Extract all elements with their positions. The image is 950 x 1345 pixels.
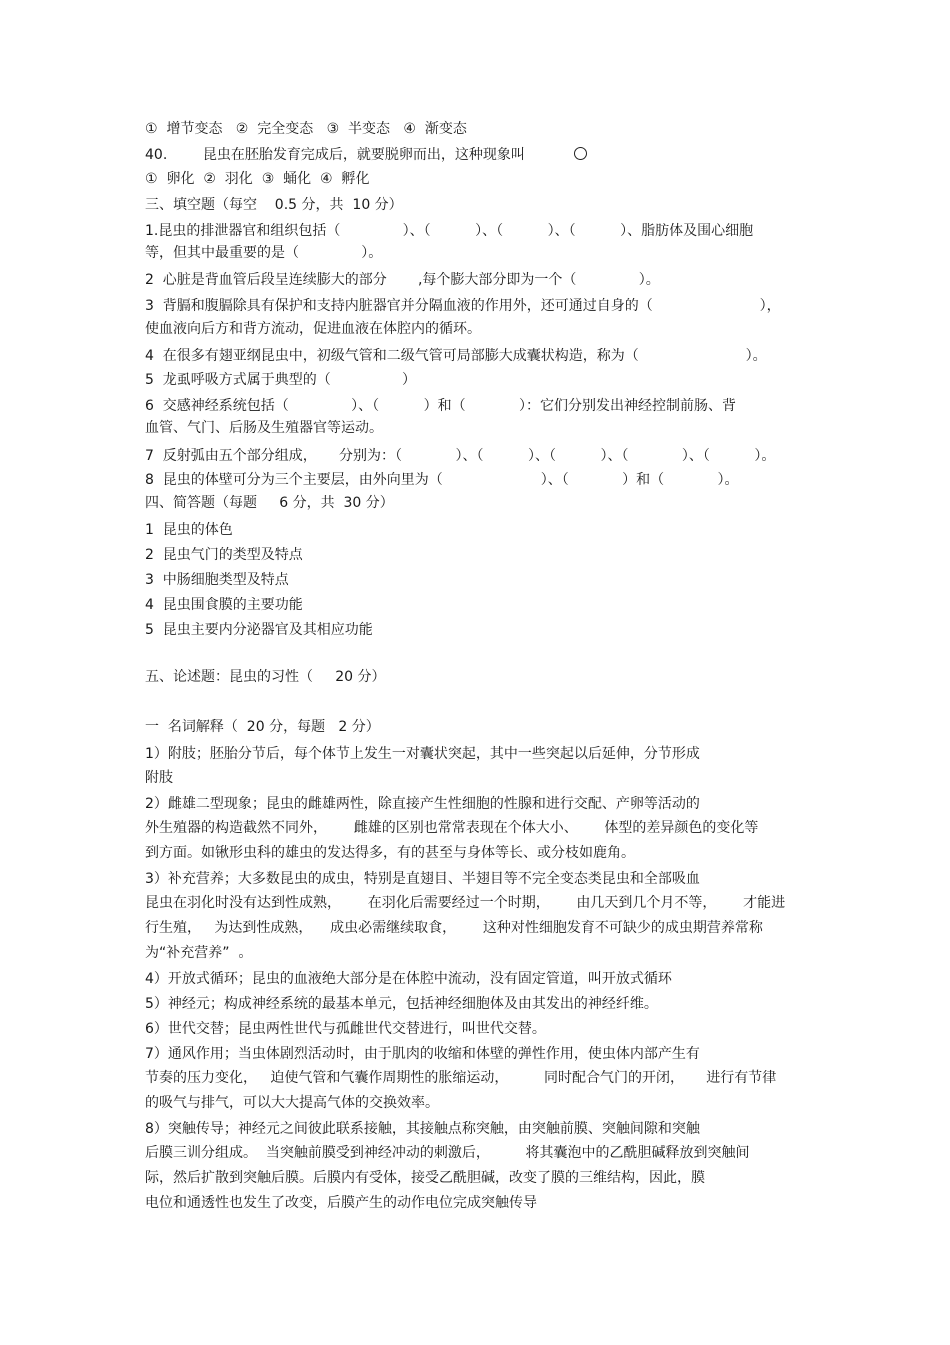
answer-3-line-3: 行生殖， 为达到性成熟， 成虫必需继续取食， 这种对性细胞发育不可缺少的成虫期营养常称	[145, 920, 763, 936]
question-40	[145, 146, 587, 164]
section-5-title: 五、论述题：昆虫的习性（ 20 分）	[145, 669, 386, 685]
short-answer-2: 2 昆虫气门的类型及特点	[145, 547, 303, 563]
short-answer-1: 1 昆虫的体色	[145, 522, 233, 538]
q39-options: ① 增节变态 ② 完全变态 ③ 半变态 ④ 渐变态	[145, 121, 467, 137]
answer-5: 5）神经元；构成神经系统的最基本单元，包括神经细胞体及由其发出的神经纤维。	[145, 996, 658, 1012]
short-answer-4: 4 昆虫围食膜的主要功能	[145, 597, 303, 613]
answer-3-line-4: 为“补充营养” 。	[145, 945, 253, 961]
q40-options: ① 卵化 ② 羽化 ③ 蛹化 ④ 孵化	[145, 171, 370, 187]
answer-2-line-1: 2）雌雄二型现象；昆虫的雌雄两性，除直接产生性细胞的性腺和进行交配、产卵等活动的	[145, 796, 700, 812]
answer-2-line-3: 到方面。如锹形虫科的雄虫的发达得多，有的甚至与身体等长、或分枝如鹿角。	[145, 845, 635, 861]
answer-7-line-1: 7）通风作用；当虫体剧烈活动时，由于肌肉的收缩和体壁的弹性作用，使虫体内部产生有	[145, 1046, 700, 1062]
answer-8-line-2: 后膜三训分组成。 当突触前膜受到神经冲动的刺激后， 将其囊泡中的乙酰胆碱释放到突触间	[145, 1145, 750, 1161]
short-answer-5: 5 昆虫主要内分泌器官及其相应功能	[145, 622, 373, 638]
fill-7: 7 反射弧由五个部分组成， 分别为：（ ）、（ ）、（ ）、（ ）、（ ）。	[145, 448, 776, 464]
fill-3-line-2: 使血液向后方和背方流动，促进血液在体腔内的循环。	[145, 321, 481, 337]
answer-4: 4）开放式循环；昆虫的血液绝大部分是在体腔中流动，没有固定管道，叫开放式循环	[145, 971, 672, 987]
answer-8-line-4: 电位和通透性也发生了改变，后膜产生的动作电位完成突触传导	[145, 1195, 537, 1211]
answer-7-line-2: 节奏的压力变化， 迫使气管和气囊作周期性的胀缩运动， 同时配合气门的开闭， 进行有节律	[145, 1070, 777, 1086]
fill-1-line-1: 1.昆虫的排泄器官和组织包括（ ）、（ ）、（ ）、（ ）、脂肪体及围心细胞	[145, 223, 754, 239]
question-40-text: 40. 昆虫在胚胎发育完成后，就要脱卵而出，这种现象叫	[145, 147, 574, 163]
section-3-title: 三、填空题（每空 0.5 分，共 10 分）	[145, 197, 403, 213]
fill-3-line-1: 3 背膈和腹膈除具有保护和支持内脏器官并分隔血液的作用外，还可通过自身的（ ），	[145, 298, 781, 314]
answer-8-line-1: 8）突触传导；神经元之间彼此联系接触，其接触点称突触，由突触前膜、突触间隙和突触	[145, 1121, 700, 1137]
answer-section-title: 一 名词解释（ 20 分，每题 2 分）	[145, 719, 380, 735]
answer-8-line-3: 际，然后扩散到突触后膜。后膜内有受体，接受乙酰胆碱，改变了膜的三维结构，因此，膜	[145, 1170, 705, 1186]
answer-1-line-1: 1）附肢；胚胎分节后，每个体节上发生一对囊状突起，其中一些突起以后延伸，分节形成	[145, 746, 700, 762]
answer-7-line-3: 的吸气与排气，可以大大提高气体的交换效率。	[145, 1095, 439, 1111]
circle-icon	[574, 147, 587, 160]
short-answer-3: 3 中肠细胞类型及特点	[145, 572, 289, 588]
fill-4: 4 在很多有翅亚纲昆虫中，初级气管和二级气管可局部膨大成囊状构造，称为（ ）。	[145, 348, 767, 364]
answer-3-line-2: 昆虫在羽化时没有达到性成熟， 在羽化后需要经过一个时期， 由几天到几个月不等， 才能进	[145, 895, 786, 911]
answer-2-line-2: 外生殖器的构造截然不同外， 雌雄的区别也常常表现在个体大小、 体型的差异颜色的变化等	[145, 820, 759, 836]
fill-6-line-1: 6 交感神经系统包括（ ）、（ ）和（ ）：它们分别发出神经控制前肠、背	[145, 398, 737, 414]
fill-1-line-2: 等，但其中最重要的是（ ）。	[145, 245, 383, 261]
fill-6-line-2: 血管、气门、后肠及生殖器官等运动。	[145, 420, 383, 436]
answer-1-line-2: 附肢	[145, 770, 173, 786]
fill-2: 2 心脏是背血管后段呈连续膨大的部分 ,每个膨大部分即为一个（ ）。	[145, 272, 660, 288]
answer-3-line-1: 3）补充营养；大多数昆虫的成虫，特别是直翅目、半翅目等不完全变态类昆虫和全部吸血	[145, 871, 700, 887]
section-4-title: 四、简答题（每题 6 分，共 30 分）	[145, 495, 394, 511]
answer-6: 6）世代交替；昆虫两性世代与孤雌世代交替进行，叫世代交替。	[145, 1021, 546, 1037]
fill-5: 5 龙虱呼吸方式属于典型的（ ）	[145, 372, 417, 388]
fill-8: 8 昆虫的体壁可分为三个主要层，由外向里为（ ）、（ ）和（ ）。	[145, 472, 739, 488]
